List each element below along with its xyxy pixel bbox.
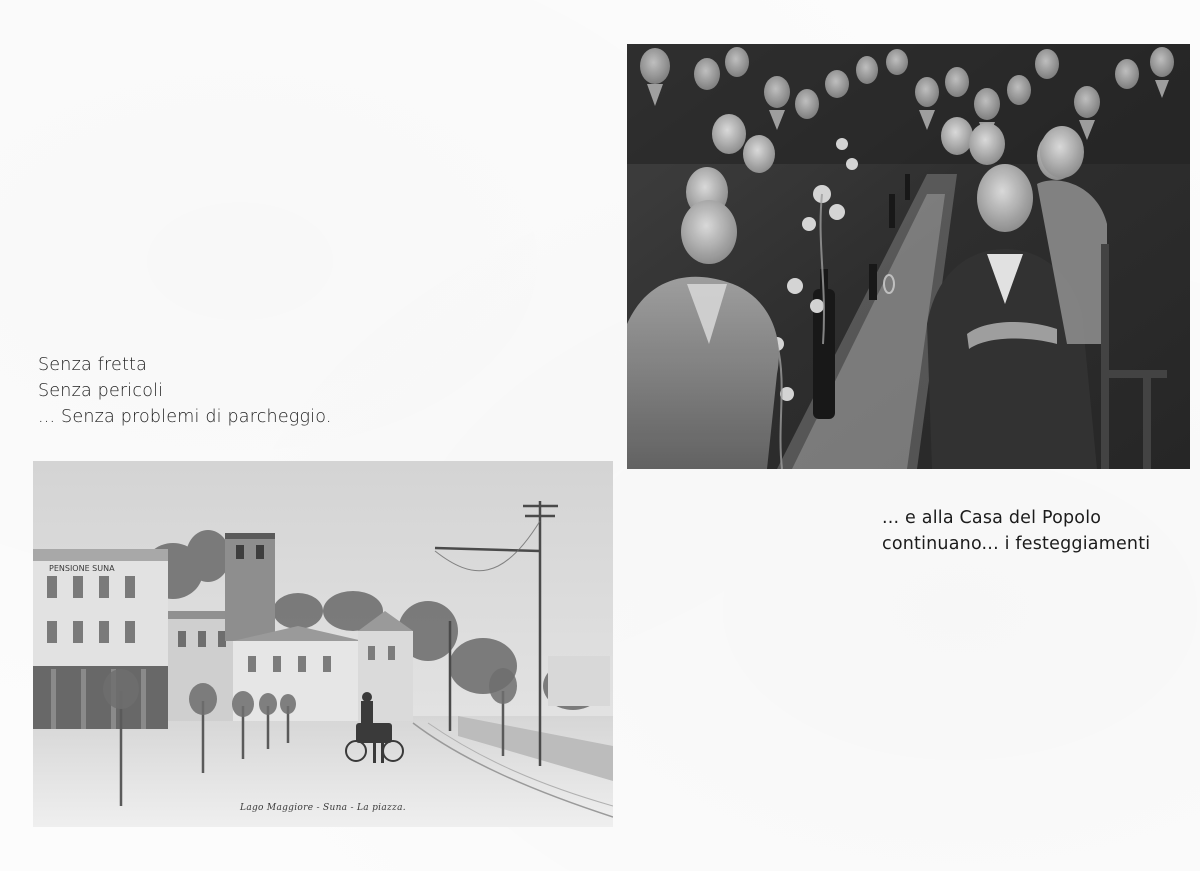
right-caption-line-1: ... e alla Casa del Popolo <box>882 508 1102 528</box>
right-caption <box>882 505 1150 557</box>
postcard-label: Lago Maggiore - Suna - La piazza. <box>240 803 406 813</box>
left-caption-line-3: ... Senza problemi di parcheggio. <box>38 407 332 427</box>
postcard-photo <box>33 461 613 827</box>
left-caption-line-2: Senza pericoli <box>38 381 164 401</box>
left-caption <box>38 352 332 430</box>
banquet-photo <box>627 44 1190 469</box>
left-caption-line-1: Senza fretta <box>38 355 148 375</box>
right-caption-line-2: continuano... i festeggiamenti <box>882 534 1151 554</box>
postcard-sign: PENSIONE SUNA <box>49 564 115 573</box>
